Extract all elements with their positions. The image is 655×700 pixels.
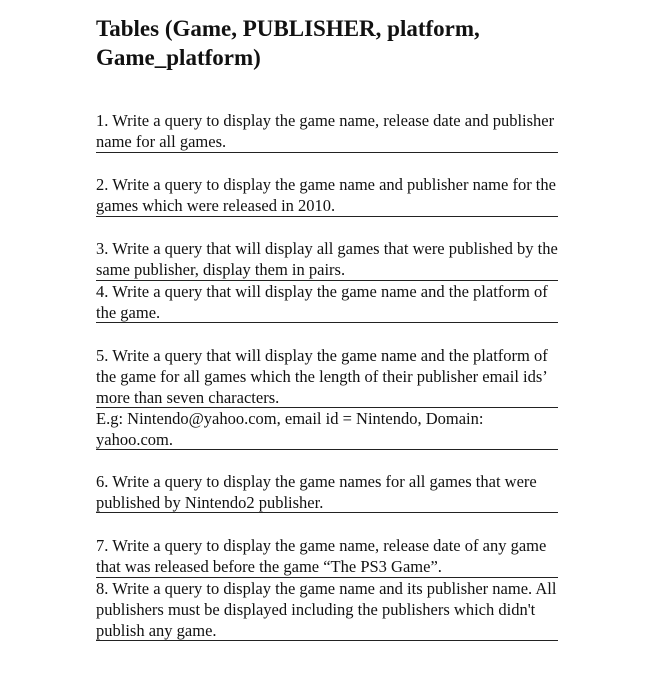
document-title: Tables (Game, PUBLISHER, platform, Game_platform) [96,16,480,70]
question-3: 3. Write a query that will display all games that were published by the same publisher, display them in pairs. [96,239,558,279]
question-4: 4. Write a query that will display the game name and the platform of the game. [96,282,548,322]
question-5-example: E.g: Nintendo@yahoo.com, email id = Nintendo, Domain: yahoo.com. [96,409,484,449]
question-2: 2. Write a query to display the game name and publisher name for the games which were released in 2010. [96,175,556,215]
question-8: 8. Write a query to display the game name and its publisher name. All publishers must be displayed including the publishers which didn't publish any game. [96,579,557,640]
question-7: 7. Write a query to display the game name, release date of any game that was released before the game “The PS3 Game”. [96,536,547,576]
underline-6 [96,512,558,513]
question-1: 1. Write a query to display the game name, release date and publisher name for all games. [96,111,555,151]
underline-1 [96,152,558,153]
document-page [96,14,558,640]
underline-5-example [96,449,558,450]
underline-2 [96,216,558,217]
question-6: 6. Write a query to display the game names for all games that were published by Nintendo2 publisher. [96,472,537,512]
question-5: 5. Write a query that will display the game name and the platform of the game for all games which the length of their publisher email ids’ more than seven characters. [96,346,548,407]
underline-4 [96,322,558,323]
underline-8 [96,640,558,641]
